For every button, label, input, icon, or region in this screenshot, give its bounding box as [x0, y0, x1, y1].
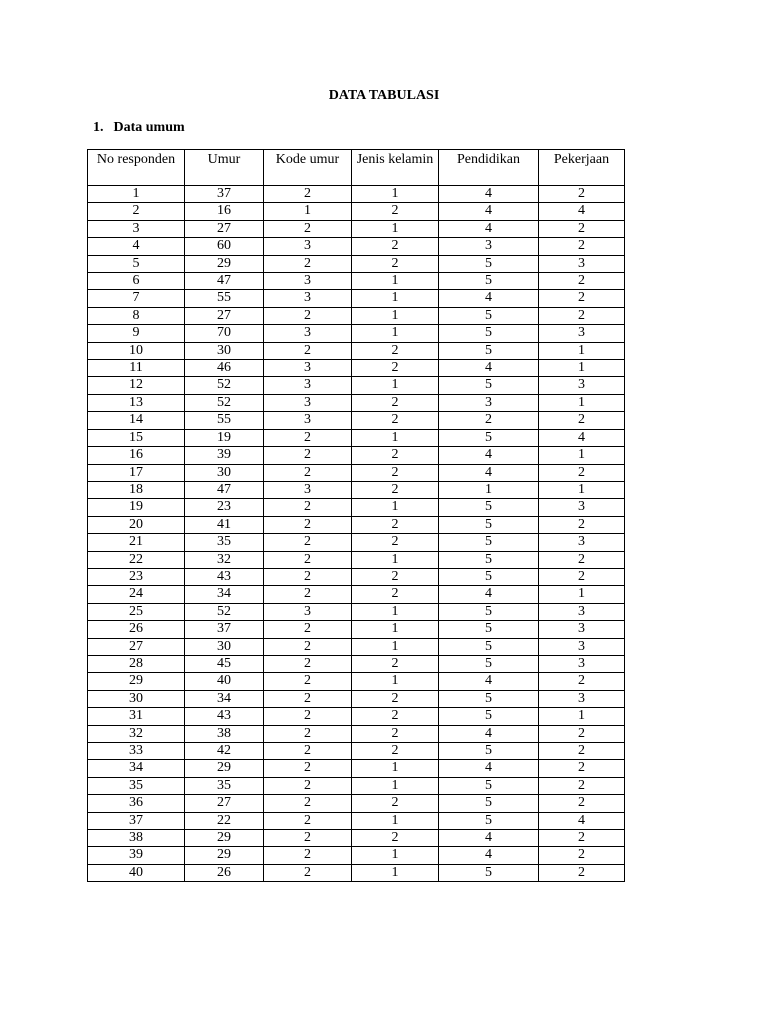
- cell-pendidikan: 5: [439, 812, 539, 829]
- cell-no-responden: 29: [88, 673, 185, 690]
- cell-kode-umur: 2: [264, 690, 352, 707]
- cell-kode-umur: 2: [264, 621, 352, 638]
- cell-umur: 52: [185, 603, 264, 620]
- cell-pekerjaan: 2: [539, 238, 625, 255]
- cell-pendidikan: 5: [439, 568, 539, 585]
- cell-pendidikan: 4: [439, 203, 539, 220]
- table-row: [88, 481, 625, 498]
- cell-no-responden: 16: [88, 447, 185, 464]
- cell-jenis-kelamin: 1: [352, 429, 439, 446]
- cell-jenis-kelamin: 2: [352, 586, 439, 603]
- cell-umur: 47: [185, 273, 264, 290]
- cell-jenis-kelamin: 2: [352, 360, 439, 377]
- cell-pendidikan: 5: [439, 342, 539, 359]
- cell-jenis-kelamin: 2: [352, 534, 439, 551]
- cell-no-responden: 9: [88, 325, 185, 342]
- cell-kode-umur: 2: [264, 568, 352, 585]
- cell-jenis-kelamin: 1: [352, 864, 439, 881]
- cell-pendidikan: 2: [439, 412, 539, 429]
- table-row: [88, 690, 625, 707]
- cell-kode-umur: 2: [264, 307, 352, 324]
- cell-pekerjaan: 1: [539, 481, 625, 498]
- cell-no-responden: 38: [88, 830, 185, 847]
- header-umur: Umur: [185, 150, 264, 186]
- table-row: [88, 568, 625, 585]
- cell-pekerjaan: 1: [539, 342, 625, 359]
- cell-pekerjaan: 2: [539, 516, 625, 533]
- cell-no-responden: 5: [88, 255, 185, 272]
- cell-pendidikan: 4: [439, 586, 539, 603]
- cell-jenis-kelamin: 1: [352, 812, 439, 829]
- cell-kode-umur: 3: [264, 360, 352, 377]
- cell-pekerjaan: 4: [539, 812, 625, 829]
- table-row: [88, 708, 625, 725]
- cell-no-responden: 34: [88, 760, 185, 777]
- cell-jenis-kelamin: 2: [352, 342, 439, 359]
- cell-kode-umur: 2: [264, 220, 352, 237]
- cell-jenis-kelamin: 2: [352, 412, 439, 429]
- cell-pendidikan: 5: [439, 273, 539, 290]
- cell-jenis-kelamin: 1: [352, 638, 439, 655]
- cell-pendidikan: 5: [439, 551, 539, 568]
- table-row: [88, 725, 625, 742]
- cell-pendidikan: 5: [439, 307, 539, 324]
- cell-umur: 30: [185, 638, 264, 655]
- table-row: [88, 307, 625, 324]
- cell-umur: 55: [185, 412, 264, 429]
- cell-pekerjaan: 3: [539, 377, 625, 394]
- cell-pendidikan: 4: [439, 760, 539, 777]
- cell-kode-umur: 3: [264, 325, 352, 342]
- header-kode-umur: Kode umur: [264, 150, 352, 186]
- cell-kode-umur: 3: [264, 412, 352, 429]
- cell-pekerjaan: 3: [539, 621, 625, 638]
- cell-jenis-kelamin: 2: [352, 830, 439, 847]
- cell-jenis-kelamin: 2: [352, 708, 439, 725]
- cell-no-responden: 24: [88, 586, 185, 603]
- cell-kode-umur: 2: [264, 655, 352, 672]
- cell-pekerjaan: 2: [539, 673, 625, 690]
- table-row: [88, 777, 625, 794]
- cell-pekerjaan: 2: [539, 760, 625, 777]
- cell-pekerjaan: 3: [539, 255, 625, 272]
- section-number: 1.: [93, 120, 104, 135]
- cell-kode-umur: 3: [264, 290, 352, 307]
- cell-pekerjaan: 1: [539, 360, 625, 377]
- cell-pendidikan: 4: [439, 673, 539, 690]
- cell-pekerjaan: 2: [539, 307, 625, 324]
- cell-umur: 19: [185, 429, 264, 446]
- cell-pekerjaan: 2: [539, 186, 625, 203]
- cell-kode-umur: 2: [264, 186, 352, 203]
- cell-umur: 34: [185, 586, 264, 603]
- cell-no-responden: 2: [88, 203, 185, 220]
- cell-pendidikan: 4: [439, 464, 539, 481]
- cell-pekerjaan: 2: [539, 273, 625, 290]
- cell-umur: 22: [185, 812, 264, 829]
- cell-jenis-kelamin: 1: [352, 603, 439, 620]
- cell-no-responden: 20: [88, 516, 185, 533]
- cell-jenis-kelamin: 1: [352, 220, 439, 237]
- cell-kode-umur: 2: [264, 551, 352, 568]
- cell-umur: 27: [185, 220, 264, 237]
- cell-kode-umur: 2: [264, 255, 352, 272]
- cell-pendidikan: 5: [439, 655, 539, 672]
- cell-kode-umur: 2: [264, 725, 352, 742]
- table-row: [88, 621, 625, 638]
- cell-kode-umur: 2: [264, 586, 352, 603]
- cell-jenis-kelamin: 2: [352, 743, 439, 760]
- cell-pekerjaan: 3: [539, 655, 625, 672]
- cell-jenis-kelamin: 1: [352, 290, 439, 307]
- cell-pendidikan: 5: [439, 516, 539, 533]
- table-row: [88, 342, 625, 359]
- cell-pekerjaan: 2: [539, 412, 625, 429]
- cell-jenis-kelamin: 1: [352, 307, 439, 324]
- cell-no-responden: 14: [88, 412, 185, 429]
- cell-umur: 29: [185, 830, 264, 847]
- table-row: [88, 760, 625, 777]
- cell-umur: 70: [185, 325, 264, 342]
- cell-jenis-kelamin: 2: [352, 447, 439, 464]
- cell-kode-umur: 2: [264, 447, 352, 464]
- cell-kode-umur: 2: [264, 516, 352, 533]
- cell-pekerjaan: 2: [539, 847, 625, 864]
- table-row: [88, 429, 625, 446]
- cell-pendidikan: 4: [439, 360, 539, 377]
- cell-umur: 38: [185, 725, 264, 742]
- cell-jenis-kelamin: 2: [352, 568, 439, 585]
- cell-pekerjaan: 4: [539, 429, 625, 446]
- cell-kode-umur: 2: [264, 499, 352, 516]
- cell-umur: 43: [185, 568, 264, 585]
- cell-kode-umur: 2: [264, 534, 352, 551]
- cell-umur: 30: [185, 464, 264, 481]
- section-title: Data umum: [113, 120, 185, 135]
- cell-pendidikan: 5: [439, 864, 539, 881]
- table-row: [88, 447, 625, 464]
- cell-pendidikan: 5: [439, 255, 539, 272]
- cell-no-responden: 17: [88, 464, 185, 481]
- cell-pekerjaan: 3: [539, 603, 625, 620]
- cell-no-responden: 27: [88, 638, 185, 655]
- cell-no-responden: 40: [88, 864, 185, 881]
- cell-umur: 34: [185, 690, 264, 707]
- table-row: [88, 743, 625, 760]
- cell-pendidikan: 5: [439, 377, 539, 394]
- cell-no-responden: 13: [88, 394, 185, 411]
- cell-kode-umur: 2: [264, 342, 352, 359]
- cell-umur: 30: [185, 342, 264, 359]
- cell-pekerjaan: 1: [539, 447, 625, 464]
- data-table: [87, 149, 625, 882]
- cell-no-responden: 32: [88, 725, 185, 742]
- cell-umur: 47: [185, 481, 264, 498]
- cell-pendidikan: 3: [439, 238, 539, 255]
- table-row: [88, 255, 625, 272]
- cell-no-responden: 28: [88, 655, 185, 672]
- cell-jenis-kelamin: 1: [352, 273, 439, 290]
- cell-pendidikan: 5: [439, 534, 539, 551]
- cell-pekerjaan: 2: [539, 464, 625, 481]
- cell-no-responden: 8: [88, 307, 185, 324]
- cell-kode-umur: 2: [264, 464, 352, 481]
- page-title: DATA TABULASI: [328, 88, 440, 103]
- cell-pendidikan: 5: [439, 708, 539, 725]
- cell-pekerjaan: 2: [539, 220, 625, 237]
- cell-no-responden: 31: [88, 708, 185, 725]
- cell-pendidikan: 1: [439, 481, 539, 498]
- cell-umur: 55: [185, 290, 264, 307]
- cell-no-responden: 4: [88, 238, 185, 255]
- table-row: [88, 377, 625, 394]
- cell-pendidikan: 4: [439, 290, 539, 307]
- cell-pekerjaan: 2: [539, 551, 625, 568]
- cell-pendidikan: 5: [439, 499, 539, 516]
- cell-pendidikan: 4: [439, 220, 539, 237]
- cell-umur: 29: [185, 760, 264, 777]
- cell-pekerjaan: 2: [539, 777, 625, 794]
- table-row: [88, 238, 625, 255]
- table-row: [88, 830, 625, 847]
- cell-umur: 52: [185, 394, 264, 411]
- cell-kode-umur: 2: [264, 708, 352, 725]
- cell-umur: 52: [185, 377, 264, 394]
- cell-umur: 16: [185, 203, 264, 220]
- table-row: [88, 394, 625, 411]
- cell-umur: 60: [185, 238, 264, 255]
- cell-no-responden: 15: [88, 429, 185, 446]
- cell-pendidikan: 5: [439, 603, 539, 620]
- table-row: [88, 864, 625, 881]
- table-row: [88, 534, 625, 551]
- cell-no-responden: 18: [88, 481, 185, 498]
- cell-kode-umur: 3: [264, 394, 352, 411]
- cell-kode-umur: 2: [264, 429, 352, 446]
- header-pendidikan: Pendidikan: [439, 150, 539, 186]
- cell-umur: 35: [185, 534, 264, 551]
- cell-no-responden: 36: [88, 795, 185, 812]
- cell-pekerjaan: 2: [539, 568, 625, 585]
- cell-pekerjaan: 2: [539, 743, 625, 760]
- cell-jenis-kelamin: 1: [352, 673, 439, 690]
- header-no-responden: No responden: [88, 150, 185, 186]
- cell-kode-umur: 3: [264, 238, 352, 255]
- table-row: [88, 847, 625, 864]
- cell-kode-umur: 2: [264, 864, 352, 881]
- cell-pendidikan: 5: [439, 690, 539, 707]
- cell-kode-umur: 2: [264, 777, 352, 794]
- cell-pendidikan: 5: [439, 743, 539, 760]
- cell-umur: 27: [185, 307, 264, 324]
- cell-pendidikan: 4: [439, 186, 539, 203]
- cell-kode-umur: 2: [264, 673, 352, 690]
- cell-jenis-kelamin: 1: [352, 551, 439, 568]
- cell-pekerjaan: 2: [539, 290, 625, 307]
- table-row: [88, 464, 625, 481]
- cell-jenis-kelamin: 1: [352, 621, 439, 638]
- cell-no-responden: 21: [88, 534, 185, 551]
- cell-jenis-kelamin: 2: [352, 795, 439, 812]
- cell-jenis-kelamin: 2: [352, 481, 439, 498]
- cell-no-responden: 33: [88, 743, 185, 760]
- table-row: [88, 360, 625, 377]
- cell-umur: 41: [185, 516, 264, 533]
- cell-umur: 29: [185, 847, 264, 864]
- cell-kode-umur: 2: [264, 638, 352, 655]
- cell-jenis-kelamin: 2: [352, 255, 439, 272]
- cell-pekerjaan: 2: [539, 864, 625, 881]
- cell-no-responden: 23: [88, 568, 185, 585]
- cell-kode-umur: 2: [264, 847, 352, 864]
- section-heading: [93, 120, 185, 136]
- cell-pendidikan: 5: [439, 777, 539, 794]
- cell-jenis-kelamin: 2: [352, 238, 439, 255]
- cell-jenis-kelamin: 1: [352, 777, 439, 794]
- table-body: [88, 186, 625, 882]
- cell-kode-umur: 3: [264, 273, 352, 290]
- cell-umur: 39: [185, 447, 264, 464]
- table-row: [88, 273, 625, 290]
- cell-umur: 27: [185, 795, 264, 812]
- cell-umur: 26: [185, 864, 264, 881]
- cell-kode-umur: 2: [264, 795, 352, 812]
- table-row: [88, 551, 625, 568]
- cell-jenis-kelamin: 2: [352, 203, 439, 220]
- cell-umur: 43: [185, 708, 264, 725]
- cell-kode-umur: 1: [264, 203, 352, 220]
- cell-pendidikan: 4: [439, 725, 539, 742]
- cell-jenis-kelamin: 1: [352, 186, 439, 203]
- cell-pendidikan: 5: [439, 795, 539, 812]
- cell-pekerjaan: 3: [539, 638, 625, 655]
- cell-pekerjaan: 3: [539, 499, 625, 516]
- cell-pendidikan: 5: [439, 325, 539, 342]
- cell-no-responden: 12: [88, 377, 185, 394]
- cell-no-responden: 30: [88, 690, 185, 707]
- cell-umur: 45: [185, 655, 264, 672]
- cell-umur: 35: [185, 777, 264, 794]
- table-row: [88, 638, 625, 655]
- cell-pendidikan: 5: [439, 638, 539, 655]
- cell-umur: 29: [185, 255, 264, 272]
- cell-pendidikan: 5: [439, 429, 539, 446]
- table-row: [88, 673, 625, 690]
- cell-no-responden: 25: [88, 603, 185, 620]
- header-jenis-kelamin: Jenis kelamin: [352, 150, 439, 186]
- cell-no-responden: 19: [88, 499, 185, 516]
- cell-kode-umur: 2: [264, 830, 352, 847]
- header-pekerjaan: Pekerjaan: [539, 150, 625, 186]
- cell-pendidikan: 4: [439, 830, 539, 847]
- cell-pekerjaan: 3: [539, 690, 625, 707]
- cell-umur: 40: [185, 673, 264, 690]
- cell-jenis-kelamin: 2: [352, 725, 439, 742]
- cell-kode-umur: 3: [264, 377, 352, 394]
- cell-jenis-kelamin: 1: [352, 377, 439, 394]
- cell-kode-umur: 3: [264, 603, 352, 620]
- cell-pendidikan: 5: [439, 621, 539, 638]
- cell-pekerjaan: 2: [539, 830, 625, 847]
- cell-umur: 37: [185, 186, 264, 203]
- cell-jenis-kelamin: 1: [352, 325, 439, 342]
- cell-pendidikan: 4: [439, 447, 539, 464]
- cell-umur: 32: [185, 551, 264, 568]
- cell-pekerjaan: 3: [539, 534, 625, 551]
- cell-umur: 46: [185, 360, 264, 377]
- cell-kode-umur: 3: [264, 481, 352, 498]
- table-row: [88, 325, 625, 342]
- cell-umur: 23: [185, 499, 264, 516]
- cell-pendidikan: 3: [439, 394, 539, 411]
- cell-no-responden: 26: [88, 621, 185, 638]
- cell-no-responden: 10: [88, 342, 185, 359]
- cell-no-responden: 6: [88, 273, 185, 290]
- cell-no-responden: 1: [88, 186, 185, 203]
- cell-pekerjaan: 2: [539, 795, 625, 812]
- cell-pekerjaan: 1: [539, 394, 625, 411]
- cell-no-responden: 35: [88, 777, 185, 794]
- cell-pekerjaan: 2: [539, 725, 625, 742]
- table-row: [88, 795, 625, 812]
- table-row: [88, 186, 625, 203]
- table-row: [88, 586, 625, 603]
- cell-no-responden: 37: [88, 812, 185, 829]
- cell-pekerjaan: 4: [539, 203, 625, 220]
- cell-jenis-kelamin: 1: [352, 499, 439, 516]
- table-header-row: [88, 150, 625, 186]
- table-row: [88, 603, 625, 620]
- cell-pendidikan: 4: [439, 847, 539, 864]
- cell-kode-umur: 2: [264, 812, 352, 829]
- cell-jenis-kelamin: 2: [352, 516, 439, 533]
- table-row: [88, 203, 625, 220]
- cell-jenis-kelamin: 2: [352, 690, 439, 707]
- cell-jenis-kelamin: 1: [352, 847, 439, 864]
- cell-kode-umur: 2: [264, 743, 352, 760]
- cell-jenis-kelamin: 2: [352, 464, 439, 481]
- cell-pekerjaan: 3: [539, 325, 625, 342]
- table-row: [88, 290, 625, 307]
- cell-no-responden: 3: [88, 220, 185, 237]
- cell-no-responden: 7: [88, 290, 185, 307]
- table-row: [88, 499, 625, 516]
- cell-jenis-kelamin: 1: [352, 760, 439, 777]
- cell-jenis-kelamin: 2: [352, 655, 439, 672]
- cell-no-responden: 22: [88, 551, 185, 568]
- cell-umur: 42: [185, 743, 264, 760]
- table-row: [88, 412, 625, 429]
- cell-kode-umur: 2: [264, 760, 352, 777]
- cell-umur: 37: [185, 621, 264, 638]
- cell-pekerjaan: 1: [539, 708, 625, 725]
- table-row: [88, 812, 625, 829]
- table-row: [88, 655, 625, 672]
- cell-jenis-kelamin: 2: [352, 394, 439, 411]
- cell-no-responden: 11: [88, 360, 185, 377]
- cell-pekerjaan: 1: [539, 586, 625, 603]
- table-row: [88, 220, 625, 237]
- cell-no-responden: 39: [88, 847, 185, 864]
- table-row: [88, 516, 625, 533]
